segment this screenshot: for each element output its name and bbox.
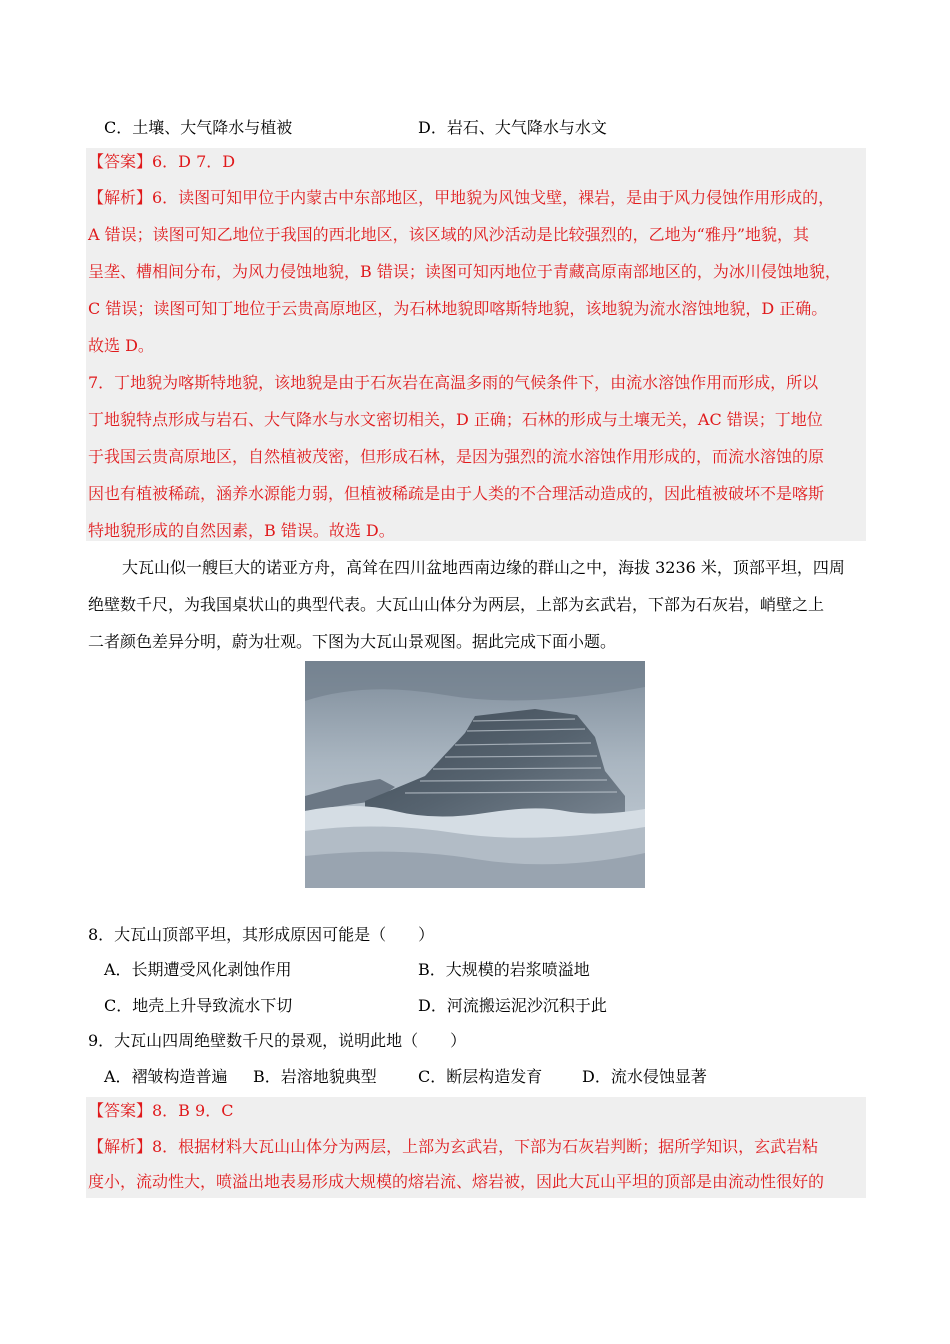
analysis-line: 故选 D。 (88, 336, 154, 355)
passage-line: 二者颜色差异分明，蔚为壮观。下图为大瓦山景观图。据此完成下面小题。 (88, 632, 617, 651)
answer-2: 【答案】8．B 9．C (88, 1101, 234, 1120)
q8-option-a: A．长期遭受风化剥蚀作用 (104, 960, 292, 979)
q9-option-d: D．流水侵蚀显著 (582, 1067, 707, 1086)
analysis-line: 因也有植被稀疏，涵养水源能力弱，但植被稀疏是由于人类的不合理活动造成的，因此植被破坏不是喀斯 (88, 484, 825, 503)
q8-option-d: D．河流搬运泥沙沉积于此 (418, 996, 607, 1015)
analysis-line: C 错误；读图可知丁地位于云贵高原地区，为石林地貌即喀斯特地貌，该地貌为流水溶蚀地貌，D 正确。 (88, 299, 828, 318)
analysis-line: A 错误；读图可知乙地位于我国的西北地区，该区域的风沙活动是比较强烈的，乙地为“雅丹”地貌，其 (88, 225, 810, 244)
passage-line: 大瓦山似一艘巨大的诺亚方舟，高耸在四川盆地西南边缘的群山之中，海拔 3236 米，顶部平坦，四周 (122, 558, 845, 577)
q9-option-a: A．褶皱构造普遍 (104, 1067, 228, 1086)
analysis-line: 【解析】8．根据材料大瓦山山体分为两层，上部为玄武岩，下部为石灰岩判断；据所学知识，玄武岩粘 (88, 1137, 819, 1156)
q8-stem: 8．大瓦山顶部平坦，其形成原因可能是（ ） (88, 925, 435, 944)
analysis-line: 度小，流动性大，喷溢出地表易形成大规模的熔岩流、熔岩被，因此大瓦山平坦的顶部是由流动性很好的 (88, 1172, 825, 1191)
analysis-line: 丁地貌特点形成与岩石、大气降水与水文密切相关，D 正确；石林的形成与土壤无关，AC 错误；丁地位 (88, 410, 823, 429)
analysis-line: 于我国云贵高原地区，自然植被茂密，但形成石林，是因为强烈的流水溶蚀作用形成的，而流水溶蚀的原 (88, 447, 825, 466)
passage-line: 绝壁数千尺，为我国桌状山的典型代表。大瓦山山体分为两层，上部为玄武岩，下部为石灰岩，峭壁之上 (88, 595, 825, 614)
dawa-mountain-photo (305, 661, 645, 888)
analysis-line: 7．丁地貌为喀斯特地貌，该地貌是由于石灰岩在高温多雨的气候条件下，由流水溶蚀作用而形成，所以 (88, 373, 819, 392)
q9-option-c: C．断层构造发育 (418, 1067, 543, 1086)
q8-option-c: C．地壳上升导致流水下切 (104, 996, 293, 1015)
analysis-line: 呈垄、槽相间分布，为风力侵蚀地貌，B 错误；读图可知丙地位于青藏高原南部地区的，为冰川侵蚀地貌， (88, 262, 841, 281)
q9-stem: 9．大瓦山四周绝壁数千尺的景观，说明此地（ ） (88, 1031, 467, 1050)
q7-option-d: D．岩石、大气降水与水文 (418, 118, 607, 137)
q7-option-c: C．土壤、大气降水与植被 (104, 118, 293, 137)
analysis-line: 【解析】6．读图可知甲位于内蒙古中东部地区，甲地貌为风蚀戈壁，裸岩，是由于风力侵蚀作用形成的， (88, 188, 835, 207)
answer-1: 【答案】6．D 7．D (88, 152, 236, 171)
q8-option-b: B．大规模的岩浆喷溢地 (418, 960, 590, 979)
analysis-line: 特地貌形成的自然因素，B 错误。故选 D。 (88, 521, 395, 540)
q9-option-b: B．岩溶地貌典型 (253, 1067, 377, 1086)
